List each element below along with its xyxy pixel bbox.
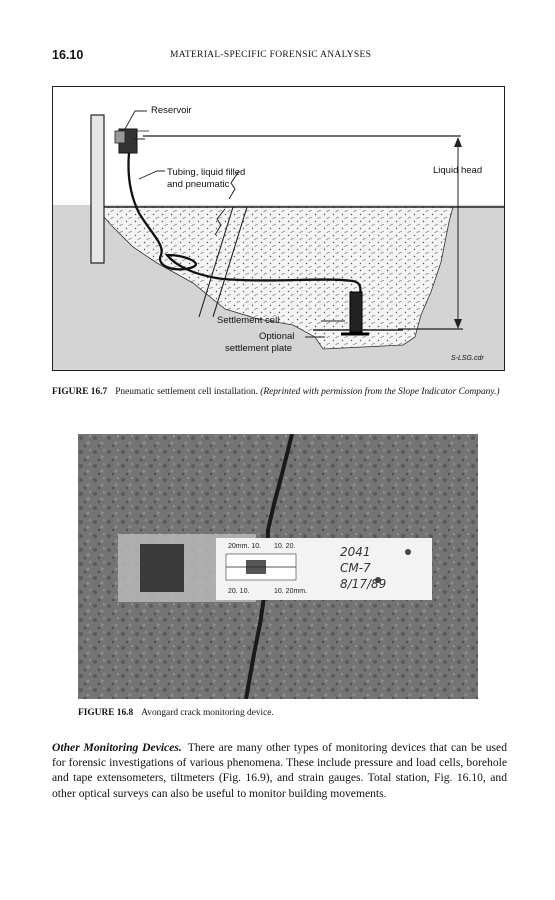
optional-plate-label-line1: Optional — [259, 331, 295, 342]
body-paragraph — [52, 740, 507, 801]
screw-top — [405, 549, 411, 555]
handwritten-id: 2041 — [340, 545, 371, 559]
gauge-bottom-scale: 20. 10. — [228, 588, 250, 595]
liquid-head-label: Liquid head — [433, 165, 483, 176]
reference-post — [91, 115, 104, 263]
paragraph-run-in-heading: Other Monitoring Devices. — [52, 741, 182, 754]
settlement-cell — [350, 292, 362, 332]
figure-16-8-photo — [78, 434, 478, 699]
page-number: 16.10 — [52, 48, 84, 62]
optional-plate-label-line2: settlement plate — [225, 343, 293, 354]
running-title: MATERIAL-SPECIFIC FORENSIC ANALYSES — [170, 50, 372, 60]
paragraph-body: There are many other types of monitoring devices that can be used for forensic investigations of various phenomena. These include pressure and load cells, borehole and tape extensometers, tiltmeters (Fig. 16.9), and strain gauges. Total station, Fig. 16.10, and other optical surveys can also be useful to monitor building movements. — [52, 741, 507, 800]
figure-16-7-number: FIGURE 16.7 — [52, 387, 108, 397]
crack-gauge-photo — [78, 434, 478, 699]
reservoir-label: Reservoir — [151, 105, 192, 116]
tubing-label-line1: Tubing, liquid filled — [167, 167, 246, 178]
figure-16-8-text: Avongard crack monitoring device. — [141, 708, 274, 718]
figure-16-8-number: FIGURE 16.8 — [78, 708, 134, 718]
handwritten-code: CM-7 — [340, 561, 371, 575]
gauge-bottom-scale-right: 10. 20mm. — [274, 588, 308, 595]
figure-16-7-diagram — [52, 86, 505, 371]
drawing-id: S-LSG.cdr — [451, 355, 484, 362]
gauge-top-scale: 20mm. 10. — [228, 543, 262, 550]
figure-16-7-text: Pneumatic settlement cell installation. — [115, 387, 258, 397]
figure-16-7-caption — [52, 386, 507, 399]
page-header — [52, 48, 507, 64]
figure-16-8-caption — [78, 708, 274, 718]
handwritten-date: 8/17/89 — [340, 577, 387, 591]
settlement-cell-label: Settlement cell — [217, 315, 280, 326]
gauge-top-scale-right: 10. 20. — [274, 543, 296, 550]
tubing-label-line2: and pneumatic — [167, 179, 230, 190]
figure-16-7-credit: (Reprinted with permission from the Slope Indicator Company.) — [260, 387, 500, 397]
settlement-cell-drawing — [53, 87, 504, 370]
